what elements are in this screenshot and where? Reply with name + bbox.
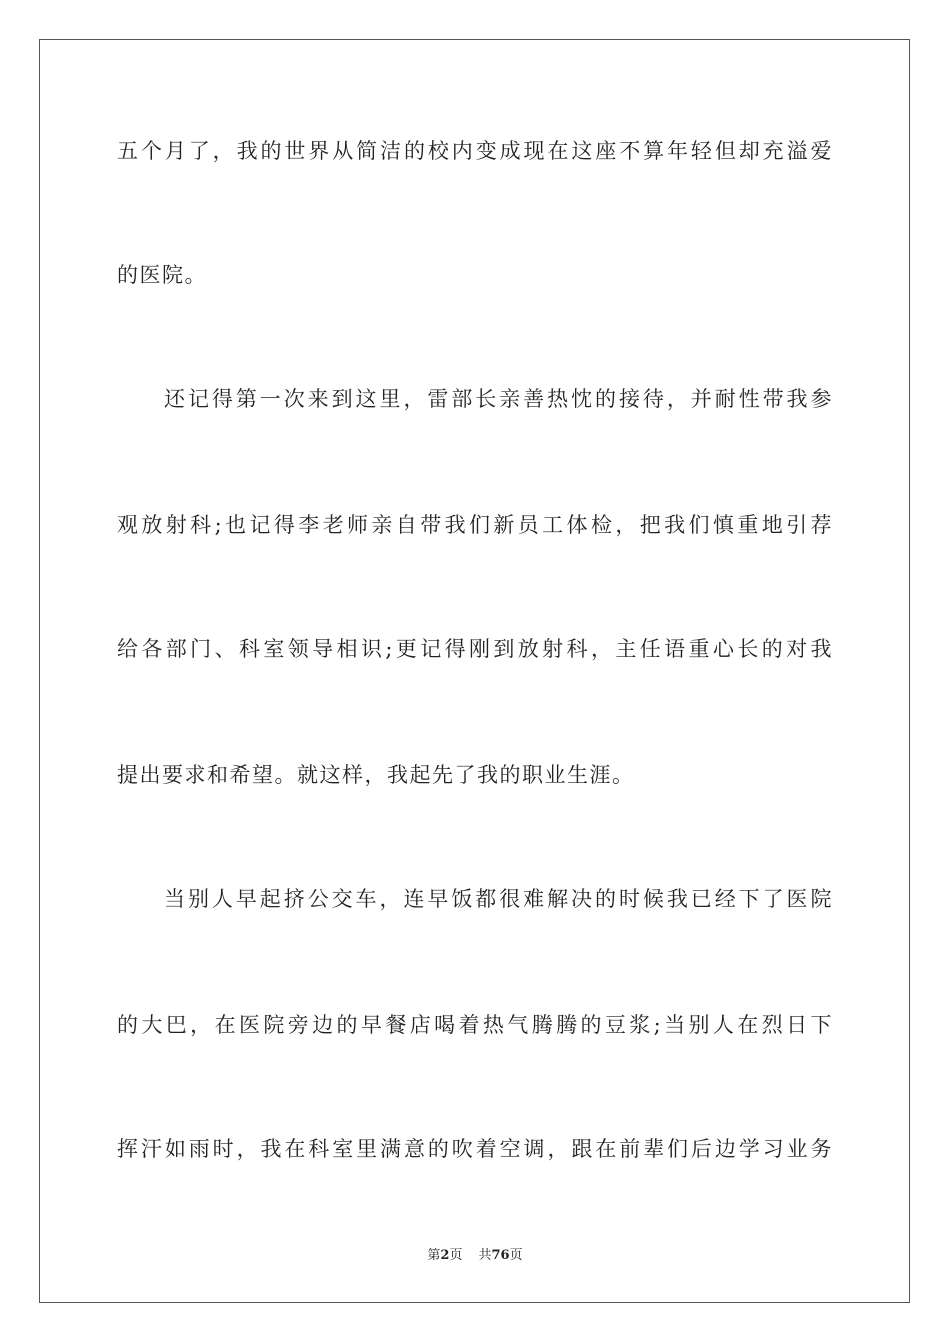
page-prefix: 第 — [427, 1248, 441, 1263]
text-line-4: 观放射科;也记得李老师亲自带我们新员工体检，把我们慎重地引荐 — [117, 513, 833, 537]
text-line-7: 当别人早起挤公交车，连早饭都很难解决的时候我已经下了医院 — [164, 887, 833, 911]
page-suffix: 页 — [449, 1248, 463, 1263]
page-number: 2 — [440, 1248, 450, 1263]
text-line-1: 五个月了，我的世界从简洁的校内变成现在这座不算年轻但却充溢爱 — [117, 139, 833, 163]
text-line-2: 的医院。 — [117, 263, 207, 287]
page-border — [39, 39, 910, 1303]
total-prefix: 共 — [478, 1248, 492, 1263]
text-line-8: 的大巴，在医院旁边的早餐店喝着热气腾腾的豆浆;当别人在烈日下 — [117, 1013, 833, 1037]
page-footer — [0, 1247, 950, 1265]
text-line-3: 还记得第一次来到这里，雷部长亲善热忱的接待，并耐性带我参 — [164, 387, 833, 411]
text-line-9: 挥汗如雨时，我在科室里满意的吹着空调，跟在前辈们后边学习业务 — [117, 1137, 833, 1161]
total-suffix: 页 — [509, 1248, 523, 1263]
total-pages: 76 — [491, 1248, 510, 1263]
text-line-5: 给各部门、科室领导相识;更记得刚到放射科，主任语重心长的对我 — [117, 637, 833, 661]
text-line-6: 提出要求和希望。就这样，我起先了我的职业生涯。 — [117, 763, 635, 787]
